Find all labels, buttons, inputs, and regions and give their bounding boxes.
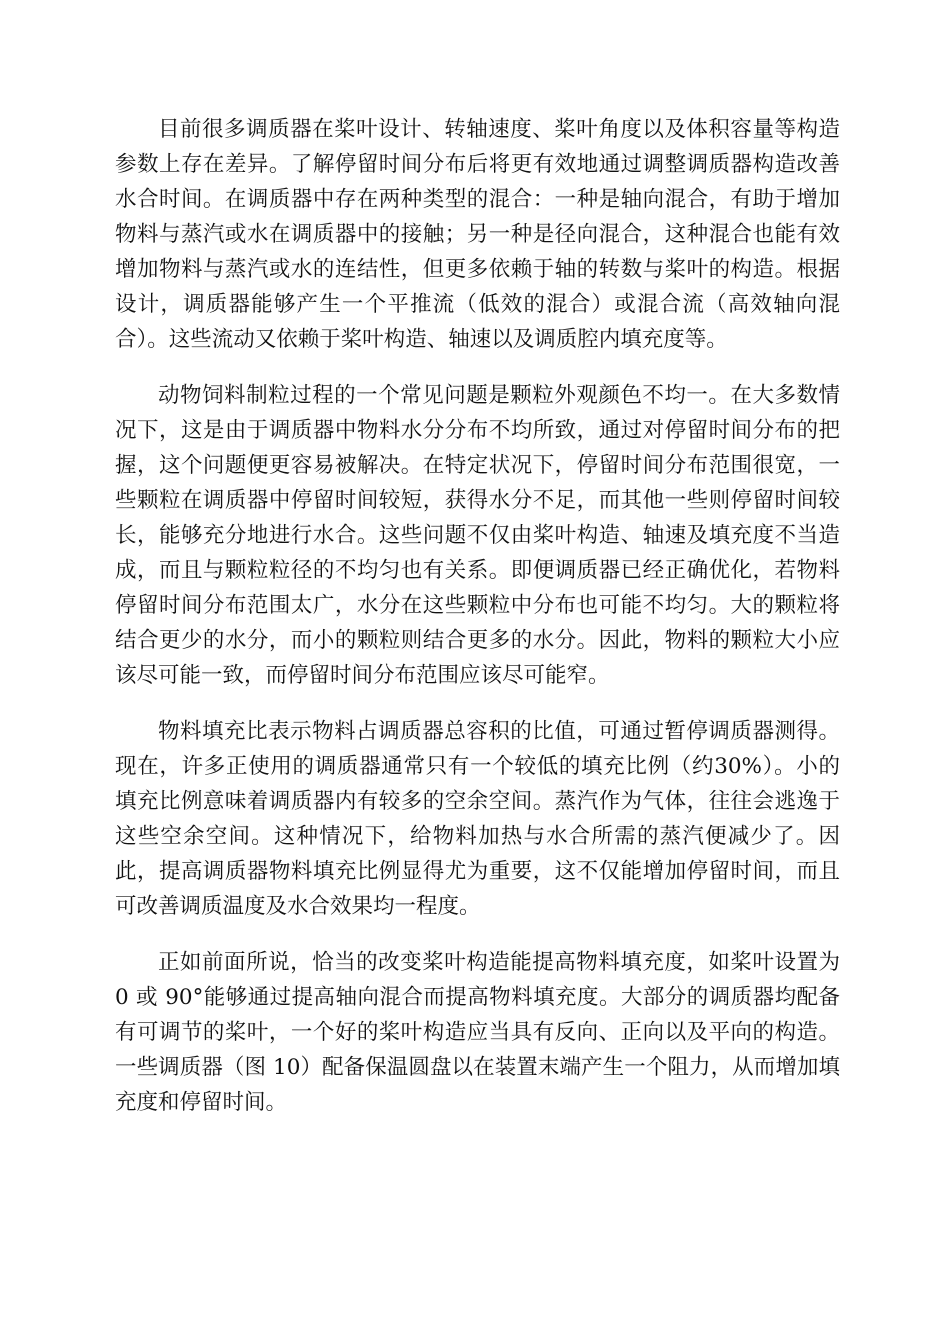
paragraph-fill-ratio: 物料填充比表示物料占调质器总容积的比值，可通过暂停调质器测得。现在，许多正使用的调质器通常只有一个较低的填充比例（约30%）。小的填充比例意味着调质器内有较多的空余空间。蒸汽作为气体，往往会逃逸于这些空余空间。这种情况下，给物料加热与水合所需的蒸汽便减少了。因此，提高调质器物料填充比例显得尤为重要，这不仅能增加停留时间，而且可改善调质温度及水合效果均一程度。 [115, 719, 840, 919]
paragraph-pellet-color: 动物饲料制粒过程的一个常见问题是颗粒外观颜色不均一。在大多数情况下，这是由于调质器中物料水分分布不均所致，通过对停留时间分布的把握，这个问题便更容易被解决。在特定状况下，停留时间分布范围很宽，一些颗粒在调质器中停留时间较短，获得水分不足，而其他一些则停留时间较长，能够充分地进行水合。这些问题不仅由桨叶构造、轴速及填充度不当造成，而且与颗粒粒径的不均匀也有关系。即便调质器已经正确优化，若物料停留时间分布范围太广，水分在这些颗粒中分布也可能不均匀。大的颗粒将结合更少的水分，而小的颗粒则结合更多的水分。因此，物料的颗粒大小应该尽可能一致，而停留时间分布范围应该尽可能窄。 [115, 383, 840, 688]
paragraph-conditioner-design: 目前很多调质器在桨叶设计、转轴速度、桨叶角度以及体积容量等构造参数上存在差异。了解停留时间分布后将更有效地通过调整调质器构造改善水合时间。在调质器中存在两种类型的混合：一种是轴向混合，有助于增加物料与蒸汽或水在调质器中的接触；另一种是径向混合，这种混合也能有效增加物料与蒸汽或水的连结性，但更多依赖于轴的转数与桨叶的构造。根据设计，调质器能够产生一个平推流（低效的混合）或混合流（高效轴向混合）。这些流动又依赖于桨叶构造、轴速以及调质腔内填充度等。 [115, 117, 840, 352]
document-page [115, 112, 840, 1141]
paragraph-paddle-configuration: 正如前面所说，恰当的改变桨叶构造能提高物料填充度，如桨叶设置为 0 或 90°能够通过提高轴向混合而提高物料填充度。大部分的调质器均配备有可调节的桨叶，一个好的桨叶构造应当具有反向、正向以及平向的构造。一些调质器（图 10）配备保温圆盘以在装置末端产生一个阻力，从而增加填充度和停留时间。 [115, 950, 840, 1115]
